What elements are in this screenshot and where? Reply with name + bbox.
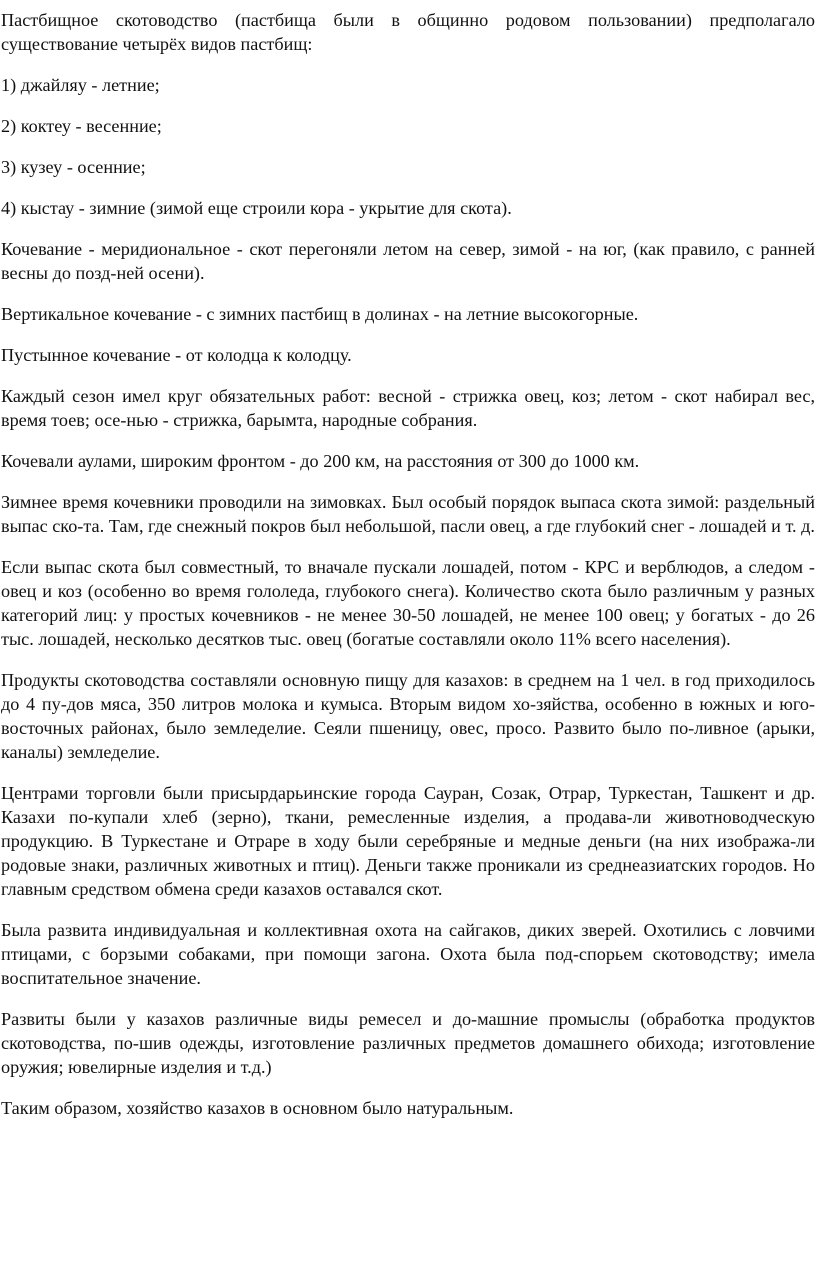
paragraph-trade: Центрами торговли были присырдарьинские города Сауран, Созак, Отрар, Туркестан, Ташкент и др. Казахи по-купали хлеб (зерно), ткани, ремесленные изделия, а продава-ли животноводческую продукцию. В Туркестане и Отраре в ходу были серебряные и медные деньги (на них изобража-ли родовые знаки, различных животных и птиц). Деньги также проникали из среднеазиатских городов. Но главным средством обмена среди казахов оставался скот.	[1, 783, 815, 899]
paragraph-auls: Кочевали аулами, широким фронтом - до 200 км, на расстояния от 300 до 1000 км.	[1, 451, 640, 471]
paragraph-meridional: Кочевание - меридиональное - скот перегоняли летом на север, зимой - на юг, (как правило, с ранней весны до позд-ней осени).	[1, 239, 815, 283]
list-item-pasture-2: 2) коктеу - весенние;	[1, 116, 162, 136]
paragraph-seasons: Каждый сезон имел круг обязательных работ: весной - стрижка овец, коз; летом - скот набирал вес, время тоев; осе-нью - стрижка, барымта, народные собрания.	[1, 386, 815, 430]
list-item-pasture-1: 1) джайляу - летние;	[1, 75, 160, 95]
paragraph-vertical: Вертикальное кочевание - с зимних пастбищ в долинах - на летние высокогорные.	[1, 304, 639, 324]
paragraph-products: Продукты скотоводства составляли основную пищу для казахов: в среднем на 1 чел. в год приходилось до 4 пу-дов мяса, 350 литров молока и кумыса. Вторым видом хо-зяйства, особенно в южных и юго-восточных районах, было земледелие. Сеяли пшеницу, овес, просо. Развито было по-ливное (арыки, каналы) земледелие.	[1, 670, 815, 762]
paragraph-hunting: Была развита индивидуальная и коллективная охота на сайгаков, диких зверей. Охотились с ловчими птицами, с борзыми собаками, при помощи загона. Охота была под-спорьем скотоводству; имела воспитательное значение.	[1, 920, 815, 988]
list-item-pasture-4: 4) кыстау - зимние (зимой еще строили кора - укрытие для скота).	[1, 198, 512, 218]
list-item-pasture-3: 3) кузеу - осенние;	[1, 157, 146, 177]
paragraph-intro: Пастбищное скотоводство (пастбища были в общинно родовом пользовании) предполагало существование четырёх видов пастбищ:	[1, 10, 815, 54]
paragraph-desert: Пустынное кочевание - от колодца к колодцу.	[1, 345, 352, 365]
paragraph-winter: Зимнее время кочевники проводили на зимовках. Был особый порядок выпаса скота зимой: раздельный выпас ско-та. Там, где снежный покров был небольшой, пасли овец, а где глубокий снег - лошадей и т. д.	[1, 492, 815, 536]
paragraph-grazing: Если выпас скота был совместный, то вначале пускали лошадей, потом - КРС и верблюдов, а следом - овец и коз (особенно во время гололеда, глубокого снега). Количество скота было различным у разных категорий лиц: у простых кочевников - не менее 30-50 лошадей, не менее 100 овец; у богатых - до 26 тыс. лошадей, несколько десятков тыс. овец (богатые составляли около 11% всего населения).	[1, 557, 815, 649]
paragraph-conclusion: Таким образом, хозяйство казахов в основном было натуральным.	[1, 1098, 514, 1118]
paragraph-crafts: Развиты были у казахов различные виды ремесел и до-машние промыслы (обработка продуктов скотоводства, по-шив одежды, изготовление различных предметов домашнего обихода; изготовление оружия; ювелирные изделия и т.д.)	[1, 1009, 815, 1077]
